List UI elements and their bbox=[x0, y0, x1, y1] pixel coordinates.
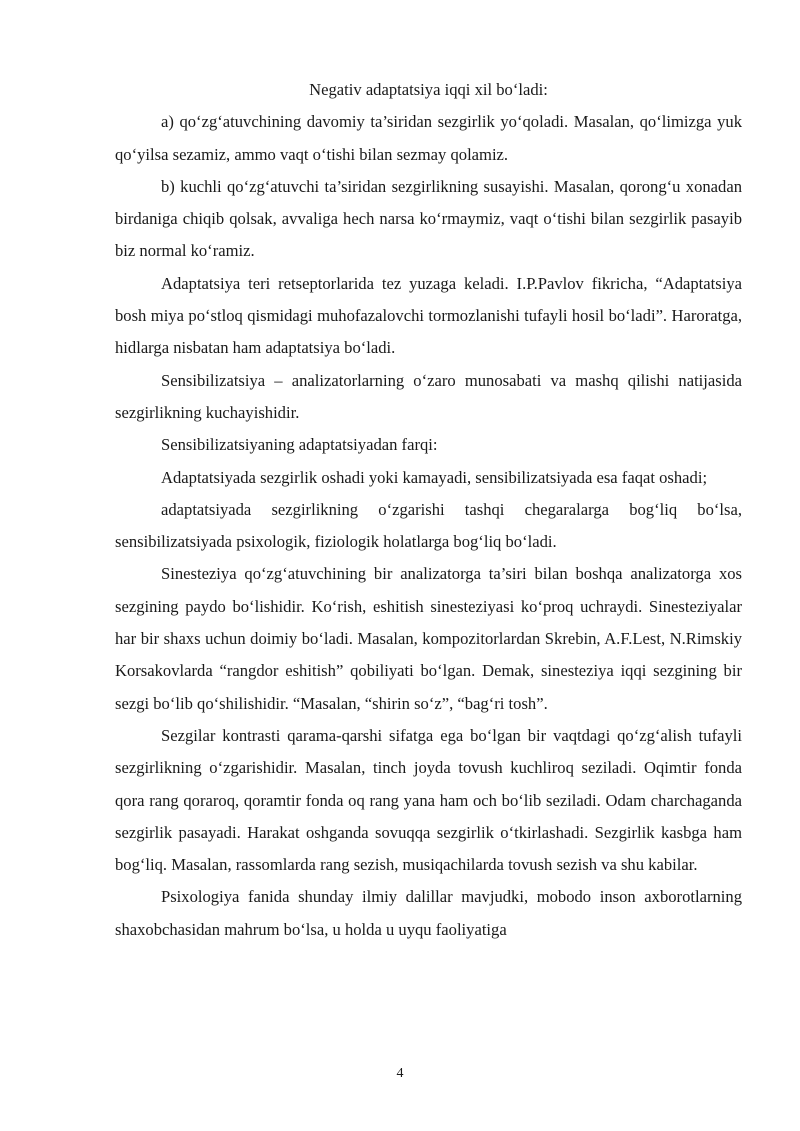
body-text bbox=[115, 74, 742, 946]
page-number: 4 bbox=[396, 1066, 404, 1081]
paragraph: Adaptatsiya teri retseptorlarida tez yuzaga keladi. I.P.Pavlov fikricha, “Adaptatsiya bosh miya po‘stloq qismidagi muhofazalovchi tormozlanishi tufayli hosil bo‘ladi”. Haroratga, hidlarga nisbatan ham adaptatsiya bo‘ladi. bbox=[115, 273, 742, 358]
paragraph: Psixologiya fanida shunday ilmiy dalillar mavjudki, mobodo inson axborotlarning shaxobchasidan mahrum bo‘lsa, u holda u uyqu faoliyatiga bbox=[115, 887, 742, 939]
paragraph: a) qo‘zg‘atuvchining davomiy ta’siridan sezgirlik yo‘qoladi. Masalan, qo‘limizga yuk qo‘yilsa sezamiz, ammo vaqt o‘tishi bilan sezmay qolamiz. bbox=[115, 112, 742, 164]
paragraph: Sezgilar kontrasti qarama-qarshi sifatga ega bo‘lgan bir vaqtdagi qo‘zg‘alish tufayli sezgirlikning o‘zgarishidir. Masalan, tinch joyda tovush kuchliroq seziladi. Oqimtir fonda qora rang qoraroq, qoramtir fonda oq rang yana ham och bo‘lib seziladi. Odam charchaganda sezgirlik pasayadi. Harakat oshganda sovuqqa sezgirlik o‘tkirlashadi. Sezgirlik kasbga ham bog‘liq. Masalan, rassomlarda rang sezish, musiqachilarda tovush sezish va shu kabilar. bbox=[115, 725, 742, 875]
paragraph: b) kuchli qo‘zg‘atuvchi ta’siridan sezgirlikning susayishi. Masalan, qorong‘u xonadan birdaniga chiqib qolsak, avvaliga hech narsa ko‘rmaymiz, vaqt o‘tishi bilan sezgirlik pasayib biz normal ko‘ramiz. bbox=[115, 176, 742, 261]
paragraph: Sensibilizatsiyaning adaptatsiyadan farqi: bbox=[161, 435, 438, 455]
paragraph-heading: Negativ adaptatsiya iqqi xil bo‘ladi: bbox=[309, 80, 548, 99]
paragraph: Adaptatsiyada sezgirlik oshadi yoki kamayadi, sensibilizatsiyada esa faqat oshadi; bbox=[161, 467, 708, 487]
paragraph: adaptatsiyada sezgirlikning o‘zgarishi tashqi chegaralarga bog‘liq bo‘lsa, sensibilizatsiyada psixologik, fiziologik holatlarga bog‘liq bo‘ladi. bbox=[115, 499, 742, 552]
paragraph: Sensibilizatsiya – analizatorlarning o‘zaro munosabati va mashq qilishi natijasida sezgirlikning kuchayishidir. bbox=[115, 370, 742, 422]
paragraph: Sinesteziya qo‘zg‘atuvchining bir analizatorga ta’siri bilan boshqa analizatorga xos sezgining paydo bo‘lishidir. Ko‘rish, eshitish sinesteziyasi ko‘proq uchraydi. Sinesteziyalar har bir shaxs uchun doimiy bo‘ladi. Masalan, kompozitorlardan Skrebin, A.F.Lest, N.Rimskiy Korsakovlarda “rangdor eshitish” qobiliyati bo‘lgan. Demak, sinesteziya iqqi sezgining bir sezgi bo‘lib qo‘shilishidir. “Masalan, “shirin so‘z”, “bag‘ri tosh”. bbox=[115, 564, 742, 713]
